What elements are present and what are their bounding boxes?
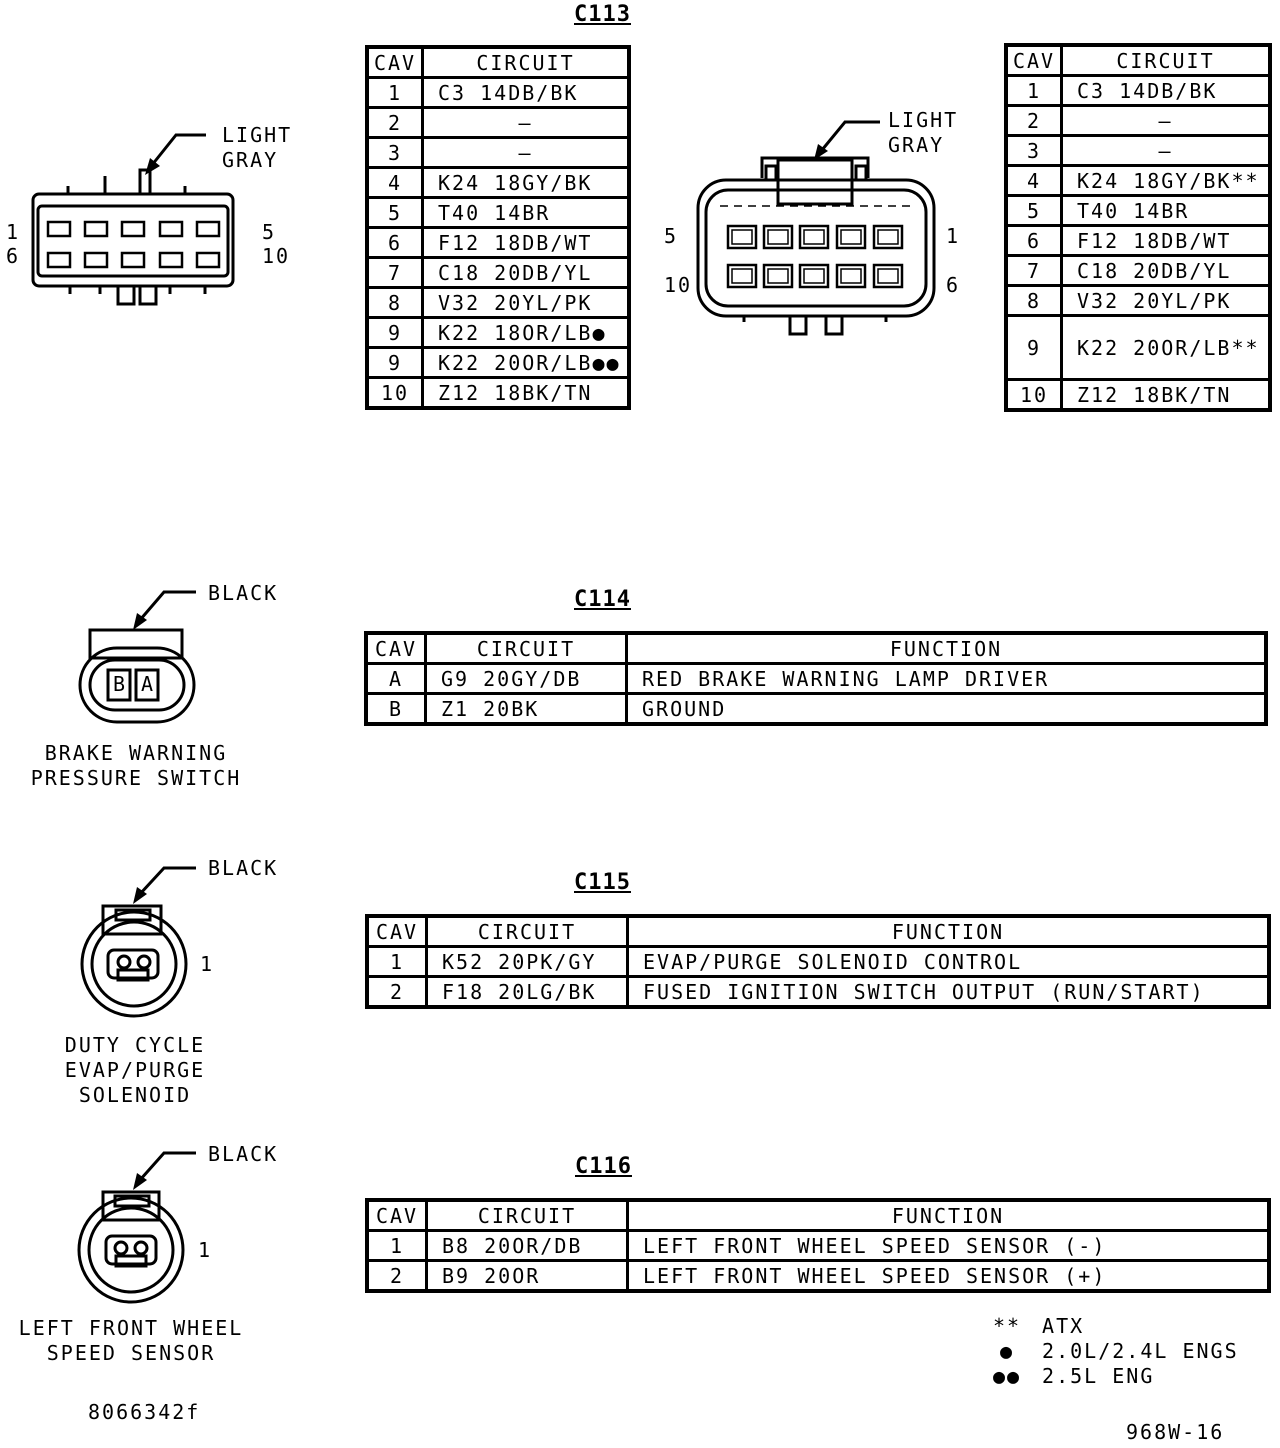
header-cav: CAV: [367, 916, 427, 947]
circuit-cell: F12 18DB/WT: [423, 228, 630, 258]
table-row: [1006, 226, 1270, 256]
circuit-cell: K24 18GY/BK: [423, 168, 630, 198]
c113-right-pin-1: 1: [946, 224, 961, 248]
cav-cell: 1: [1006, 76, 1062, 106]
c116-pin-label: 1: [198, 1238, 213, 1262]
circuit-cell: V32 20YL/PK: [1062, 286, 1271, 316]
page-id: 968W-16: [1126, 1420, 1225, 1444]
cav-cell: 6: [367, 228, 423, 258]
circuit-cell: B9 20OR: [427, 1261, 628, 1292]
c115-name-line-2: EVAP/PURGE: [64, 1058, 206, 1082]
c114-cav-b-label: B: [113, 672, 126, 696]
function-cell: GROUND: [627, 694, 1267, 725]
circuit-cell: V32 20YL/PK: [423, 288, 630, 318]
cav-cell: 2: [367, 108, 423, 138]
table-row: [367, 1261, 1269, 1292]
cav-cell: 6: [1006, 226, 1062, 256]
c116-name-line-1: LEFT FRONT WHEEL: [18, 1316, 244, 1340]
circuit-cell: –: [1062, 106, 1271, 136]
c116-title: C116: [575, 1154, 632, 1179]
c115-color-label: BLACK: [208, 856, 279, 880]
table-header-row: [366, 633, 1266, 664]
legend-text: 2.0L/2.4L ENGS: [1042, 1339, 1239, 1363]
c113-right-pin-6: 6: [946, 273, 961, 297]
circuit-cell: K22 20OR/LB**: [1062, 316, 1271, 380]
circuit-cell: G9 20GY/DB: [426, 664, 627, 694]
figure-id: 8066342f: [88, 1400, 201, 1424]
table-row: [1006, 166, 1270, 196]
circuit-cell: C3 14DB/BK: [423, 78, 630, 108]
c113-right-color-label-2: GRAY: [888, 133, 945, 157]
c113-right-color-label-1: LIGHT: [888, 108, 959, 132]
cav-cell: 3: [367, 138, 423, 168]
legend-item-single-dot: [986, 1339, 1239, 1364]
header-circuit: CIRCUIT: [427, 916, 628, 947]
table-row: [367, 378, 629, 409]
legend-text: ATX: [1042, 1314, 1085, 1338]
c113-right-pin-10: 10: [664, 273, 693, 297]
cav-cell: A: [366, 664, 426, 694]
c114-cav-a-label: A: [141, 672, 154, 696]
circuit-cell: K52 20PK/GY: [427, 947, 628, 977]
table-row: [366, 664, 1266, 694]
circuit-cell: F18 20LG/BK: [427, 977, 628, 1008]
cav-cell: 2: [367, 977, 427, 1008]
table-row: [1006, 380, 1270, 411]
c113-left-pin-10: 10: [262, 244, 291, 268]
circuit-cell: K24 18GY/BK**: [1062, 166, 1271, 196]
table-row: [367, 1231, 1269, 1261]
c113-right-pin-5: 5: [664, 224, 679, 248]
cav-cell: 8: [367, 288, 423, 318]
table-header-row: [1006, 45, 1270, 76]
c116-connector-icon: [0, 0, 300, 1320]
cav-cell: 1: [367, 947, 427, 977]
c113-left-color-label-2: GRAY: [222, 148, 279, 172]
circuit-cell: T40 14BR: [1062, 196, 1271, 226]
legend-text: 2.5L ENG: [1042, 1364, 1155, 1388]
circuit-cell: Z1 20BK: [426, 694, 627, 725]
c116-name-line-2: SPEED SENSOR: [46, 1341, 216, 1365]
circuit-cell: Z12 18BK/TN: [423, 378, 630, 409]
circuit-cell: –: [1062, 136, 1271, 166]
table-row: [1006, 76, 1270, 106]
legend: [986, 1314, 1239, 1389]
circuit-cell: B8 20OR/DB: [427, 1231, 628, 1261]
c116-table: [365, 1198, 1271, 1293]
legend-symbol: ●●: [992, 1364, 1022, 1388]
cav-cell: 10: [367, 378, 423, 409]
c113-right-table: [1004, 43, 1272, 412]
circuit-cell: C3 14DB/BK: [1062, 76, 1271, 106]
cav-cell: B: [366, 694, 426, 725]
c115-name-line-1: DUTY CYCLE: [64, 1033, 206, 1057]
table-row: [367, 947, 1269, 977]
table-header-row: [367, 1200, 1269, 1231]
table-row: [1006, 136, 1270, 166]
function-cell: FUSED IGNITION SWITCH OUTPUT (RUN/START): [628, 977, 1270, 1008]
circuit-cell: K22 18OR/LB●: [423, 318, 630, 348]
header-circuit: CIRCUIT: [1062, 45, 1271, 76]
cav-cell: 4: [367, 168, 423, 198]
cav-cell: 5: [1006, 196, 1062, 226]
table-row: [1006, 106, 1270, 136]
header-function: FUNCTION: [627, 633, 1267, 664]
cav-cell: 4: [1006, 166, 1062, 196]
header-cav: CAV: [366, 633, 426, 664]
table-row: [1006, 256, 1270, 286]
c113-left-pin-5: 5: [262, 220, 277, 244]
header-cav: CAV: [367, 47, 423, 78]
cav-cell: 1: [367, 78, 423, 108]
cav-cell: 9: [367, 318, 423, 348]
circuit-cell: –: [423, 108, 630, 138]
table-header-row: [367, 916, 1269, 947]
c113-left-color-label-1: LIGHT: [222, 123, 293, 147]
c115-title: C115: [574, 870, 631, 895]
table-row: [1006, 316, 1270, 380]
function-cell: RED BRAKE WARNING LAMP DRIVER: [627, 664, 1267, 694]
cav-cell: 10: [1006, 380, 1062, 411]
c115-pin-label: 1: [200, 952, 215, 976]
circuit-cell: Z12 18BK/TN: [1062, 380, 1271, 411]
legend-item-atx: [986, 1314, 1239, 1339]
circuit-cell: C18 20DB/YL: [1062, 256, 1271, 286]
circuit-cell: K22 20OR/LB●●: [423, 348, 630, 378]
table-row: [366, 694, 1266, 725]
c114-table: [364, 631, 1268, 726]
function-cell: LEFT FRONT WHEEL SPEED SENSOR (-): [628, 1231, 1270, 1261]
legend-symbol: ●: [999, 1339, 1015, 1363]
legend-symbol: **: [992, 1314, 1022, 1338]
c114-color-label: BLACK: [208, 581, 279, 605]
header-function: FUNCTION: [628, 916, 1270, 947]
cav-cell: 1: [367, 1231, 427, 1261]
circuit-cell: F12 18DB/WT: [1062, 226, 1271, 256]
c114-name-line-2: PRESSURE SWITCH: [30, 766, 242, 790]
table-row: [367, 977, 1269, 1008]
header-circuit: CIRCUIT: [423, 47, 630, 78]
header-circuit: CIRCUIT: [427, 1200, 628, 1231]
cav-cell: 9: [1006, 316, 1062, 380]
cav-cell: 5: [367, 198, 423, 228]
c115-name-line-3: SOLENOID: [78, 1083, 192, 1107]
circuit-cell: –: [423, 138, 630, 168]
cav-cell: 3: [1006, 136, 1062, 166]
c114-name-line-1: BRAKE WARNING: [44, 741, 228, 765]
header-circuit: CIRCUIT: [426, 633, 627, 664]
table-row: [367, 348, 629, 378]
c115-table: [365, 914, 1271, 1009]
cav-cell: 2: [1006, 106, 1062, 136]
function-cell: LEFT FRONT WHEEL SPEED SENSOR (+): [628, 1261, 1270, 1292]
table-row: [1006, 286, 1270, 316]
table-row: [1006, 196, 1270, 226]
c113-left-pin-1: 1: [6, 220, 21, 244]
function-cell: EVAP/PURGE SOLENOID CONTROL: [628, 947, 1270, 977]
c113-title: C113: [574, 2, 631, 27]
header-cav: CAV: [1006, 45, 1062, 76]
c116-color-label: BLACK: [208, 1142, 279, 1166]
cav-cell: 8: [1006, 286, 1062, 316]
header-cav: CAV: [367, 1200, 427, 1231]
cav-cell: 7: [1006, 256, 1062, 286]
circuit-cell: C18 20DB/YL: [423, 258, 630, 288]
cav-cell: 2: [367, 1261, 427, 1292]
cav-cell: 9: [367, 348, 423, 378]
circuit-cell: T40 14BR: [423, 198, 630, 228]
cav-cell: 7: [367, 258, 423, 288]
c116-connector-name: [0, 1316, 262, 1366]
header-function: FUNCTION: [628, 1200, 1270, 1231]
c113-left-pin-6: 6: [6, 244, 21, 268]
c114-title: C114: [574, 587, 631, 612]
legend-item-double-dot: [986, 1364, 1239, 1389]
